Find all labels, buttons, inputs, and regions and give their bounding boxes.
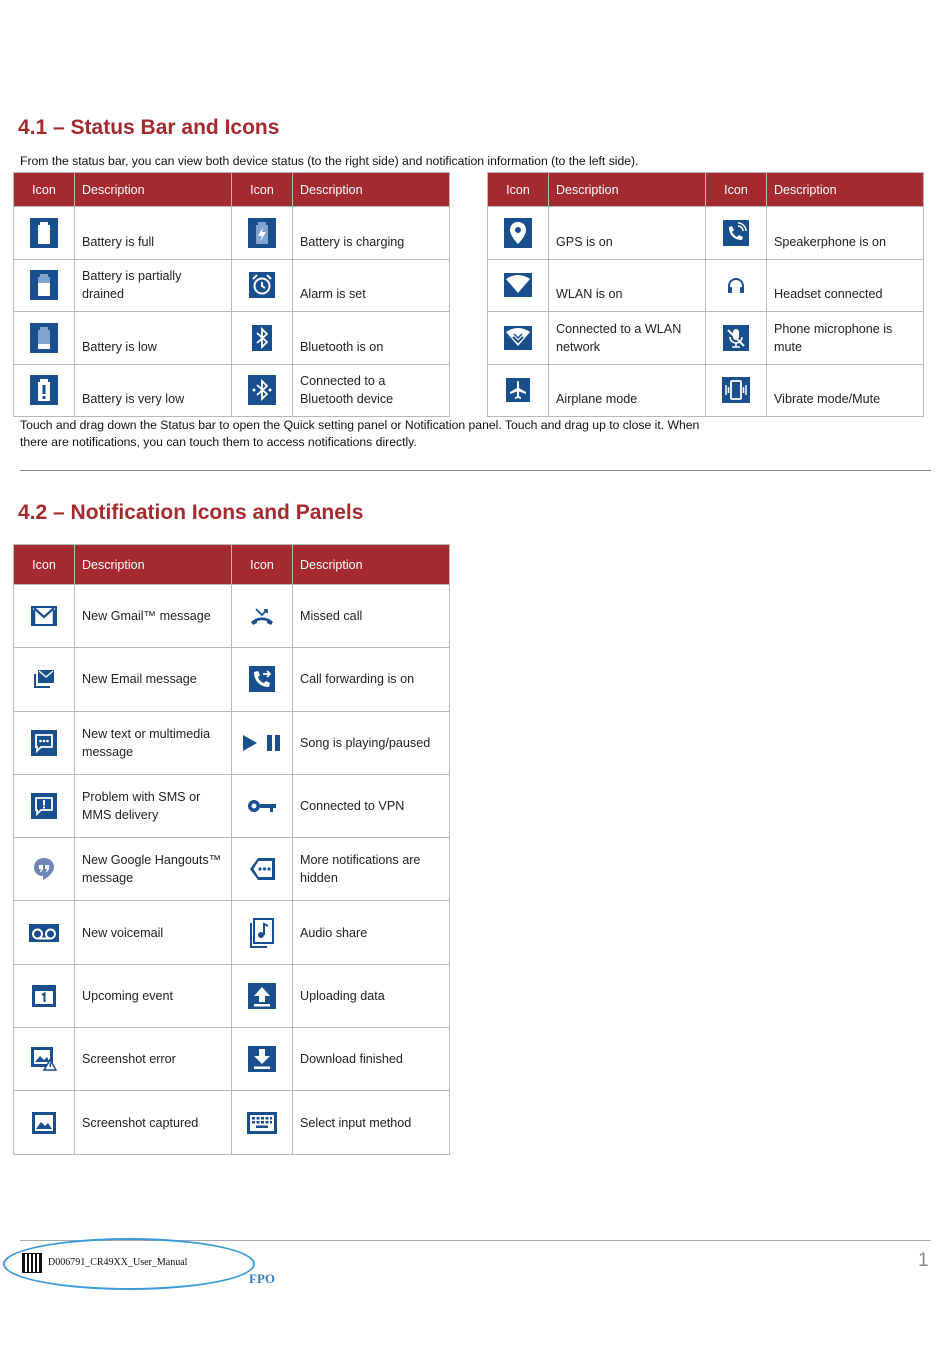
status-bar-outro-line-2: there are notifications, you can touch them to access notifications directly. — [20, 435, 417, 449]
col-header-icon: Icon — [232, 173, 293, 207]
col-header-icon: Icon — [488, 173, 549, 207]
table-row — [14, 312, 450, 365]
mic-mute-icon — [706, 312, 767, 365]
notification-icons-table — [13, 544, 450, 1155]
calendar-icon — [14, 964, 75, 1027]
headset-icon — [706, 259, 767, 312]
icon-description: More notifications are hidden — [293, 838, 450, 901]
icon-description: Vibrate mode/Mute — [767, 364, 924, 417]
icon-description: Select input method — [293, 1091, 450, 1154]
icon-description: Alarm is set — [293, 259, 450, 312]
keyboard-icon — [232, 1091, 293, 1154]
icon-description: Missed call — [293, 585, 450, 648]
icon-description: Screenshot error — [75, 1028, 232, 1091]
icon-description: New Gmail™ message — [75, 585, 232, 648]
icon-description: Download finished — [293, 1028, 450, 1091]
table-row — [14, 585, 450, 648]
icon-description: GPS is on — [549, 207, 706, 260]
icon-description: Audio share — [293, 901, 450, 964]
page-number: 1 — [918, 1250, 929, 1271]
icon-description: Connected to a Bluetooth device — [293, 364, 450, 417]
table-row — [14, 648, 450, 711]
icon-description: Uploading data — [293, 964, 450, 1027]
status-icons-table-right — [487, 172, 924, 417]
airplane-icon — [488, 364, 549, 417]
section-title-4-2: 4.2 – Notification Icons and Panels — [18, 501, 364, 524]
status-bar-intro: From the status bar, you can view both device status (to the right side) and notification information (to the left side). — [20, 154, 639, 168]
icon-description: Battery is full — [75, 207, 232, 260]
icon-description: WLAN is on — [549, 259, 706, 312]
section-divider — [20, 470, 931, 471]
col-header-icon: Icon — [14, 173, 75, 207]
icon-description: Connected to a WLAN network — [549, 312, 706, 365]
icon-description: Connected to VPN — [293, 774, 450, 837]
fpo-stamp: FPO — [249, 1271, 275, 1286]
icon-description: Problem with SMS or MMS delivery — [75, 774, 232, 837]
icon-description: New text or multimedia message — [75, 711, 232, 774]
col-header-description: Description — [75, 173, 232, 207]
icon-description: Song is playing/paused — [293, 711, 450, 774]
audio-share-icon — [232, 901, 293, 964]
download-icon — [232, 1028, 293, 1091]
missed-call-icon — [232, 585, 293, 648]
col-header-description: Description — [549, 173, 706, 207]
voicemail-icon — [14, 901, 75, 964]
icon-description: Call forwarding is on — [293, 648, 450, 711]
section-title-4-1: 4.1 – Status Bar and Icons — [18, 116, 280, 139]
datamatrix-code — [22, 1253, 42, 1273]
col-header-icon: Icon — [14, 545, 75, 585]
vpn-key-icon — [232, 774, 293, 837]
gmail-icon — [14, 585, 75, 648]
col-header-description: Description — [293, 545, 450, 585]
table-row — [14, 364, 450, 417]
sms-icon — [14, 711, 75, 774]
battery-partial-icon — [14, 259, 75, 312]
icon-description: Phone microphone is mute — [767, 312, 924, 365]
table-row — [14, 838, 450, 901]
icon-description: Upcoming event — [75, 964, 232, 1027]
vibrate-icon — [706, 364, 767, 417]
icon-description: Bluetooth is on — [293, 312, 450, 365]
col-header-icon: Icon — [706, 173, 767, 207]
icon-description: Airplane mode — [549, 364, 706, 417]
sms-error-icon — [14, 774, 75, 837]
col-header-description: Description — [75, 545, 232, 585]
bluetooth-connected-icon — [232, 364, 293, 417]
icon-description: Battery is very low — [75, 364, 232, 417]
gps-icon — [488, 207, 549, 260]
status-icons-table-left — [13, 172, 450, 417]
icon-description: New Google Hangouts™ message — [75, 838, 232, 901]
col-header-icon: Icon — [232, 545, 293, 585]
wlan-icon — [488, 259, 549, 312]
battery-very-low-icon — [14, 364, 75, 417]
hangouts-icon — [14, 838, 75, 901]
table-row — [488, 259, 924, 312]
table-row — [14, 1091, 450, 1154]
table-row — [14, 901, 450, 964]
icon-description: Speakerphone is on — [767, 207, 924, 260]
table-row — [14, 964, 450, 1027]
table-row — [488, 312, 924, 365]
table-row — [14, 259, 450, 312]
table-row — [14, 1028, 450, 1091]
icon-description: Battery is charging — [293, 207, 450, 260]
battery-charging-icon — [232, 207, 293, 260]
icon-description: Battery is low — [75, 312, 232, 365]
speakerphone-icon — [706, 207, 767, 260]
screenshot-icon — [14, 1091, 75, 1154]
email-icon — [14, 648, 75, 711]
battery-low-icon — [14, 312, 75, 365]
call-forward-icon — [232, 648, 293, 711]
icon-description: Screenshot captured — [75, 1091, 232, 1154]
table-row — [14, 774, 450, 837]
col-header-description: Description — [293, 173, 450, 207]
alarm-icon — [232, 259, 293, 312]
screenshot-error-icon — [14, 1028, 75, 1091]
status-bar-outro-line-1: Touch and drag down the Status bar to open the Quick setting panel or Notification panel. Touch and drag up to close it. When — [20, 418, 700, 432]
table-row — [488, 207, 924, 260]
play-pause-icon — [232, 711, 293, 774]
upload-icon — [232, 964, 293, 1027]
icon-description: New voicemail — [75, 901, 232, 964]
icon-description: New Email message — [75, 648, 232, 711]
bluetooth-icon — [232, 312, 293, 365]
battery-full-icon — [14, 207, 75, 260]
table-row — [488, 364, 924, 417]
more-notifications-icon — [232, 838, 293, 901]
table-row — [14, 207, 450, 260]
icon-description: Battery is partially drained — [75, 259, 232, 312]
table-row — [14, 711, 450, 774]
col-header-description: Description — [767, 173, 924, 207]
document-id: D006791_CR49XX_User_Manual — [48, 1257, 188, 1268]
icon-description: Headset connected — [767, 259, 924, 312]
wlan-connected-icon — [488, 312, 549, 365]
